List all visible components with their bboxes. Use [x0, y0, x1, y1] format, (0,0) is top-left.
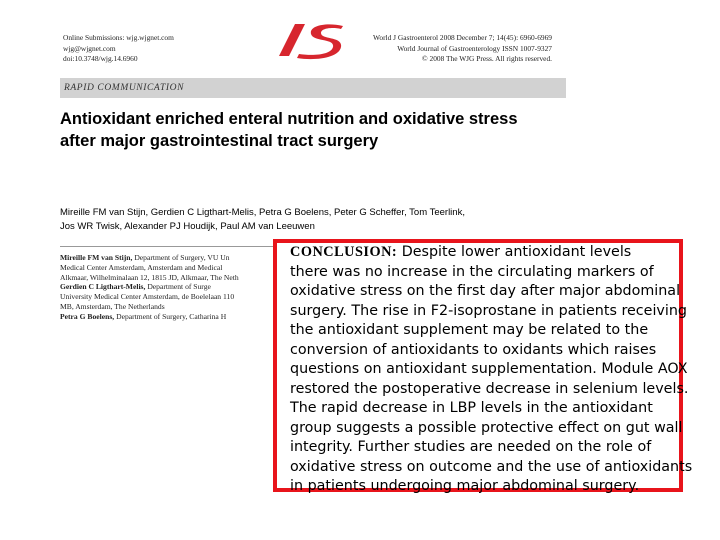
conclusion-line: restored the postoperative decrease in selenium levels.	[290, 380, 689, 397]
conclusion-line: oxidative stress on outcome and the use of antioxidants	[290, 458, 693, 475]
affiliation-line: University Medical Center Amsterdam, de Boelelaan 110	[60, 292, 235, 302]
author-line: Mireille FM van Stijn, Gerdien C Ligthart-Melis, Petra G Boelens, Peter G Scheffer, Tom Teerlink,	[60, 207, 465, 218]
affiliation-line: MB, Amsterdam, The Netherlands	[60, 301, 165, 311]
affiliation-line: Mireille FM van Stijn, Department of Surgery, VU Un	[60, 253, 230, 262]
conclusion-line: conversion of antioxidants to oxidants which raises	[290, 341, 657, 358]
affiliation-line: Medical Center Amsterdam, Amsterdam and Medical	[60, 262, 223, 272]
conclusion-line: there was no increase in the circulating markers of	[290, 263, 654, 280]
conclusion-label: CONCLUSION:	[290, 244, 398, 260]
conclusion-line: the antioxidant supplement may be related to the	[290, 322, 649, 338]
affiliation-line: Alkmaar, Wilhelminalaan 12, 1815 JD, Alkmaar, The Neth	[60, 272, 239, 282]
meta-line: © 2008 The WJG Press. All rights reserved.	[422, 54, 552, 63]
conclusion-line: in patients undergoing major abdominal surgery.	[290, 478, 640, 494]
affiliations	[60, 253, 282, 322]
conclusion-line: surgery. The rise in F2-isoprostane in patients receiving	[290, 302, 688, 319]
conclusion-line: CONCLUSION: Despite lower antioxidant levels	[290, 244, 632, 260]
title-line: Antioxidant enriched enteral nutrition and oxidative stress	[60, 110, 518, 128]
journal-logo-icon	[275, 20, 347, 60]
meta-line: World J Gastroenterol 2008 December 7; 14(45): 6960-6969	[373, 33, 552, 42]
meta-line: World Journal of Gastroenterology ISSN 1007-9327	[397, 43, 552, 53]
affiliation-line: Gerdien C Ligthart-Melis, Department of Surge	[60, 282, 211, 292]
author-list	[60, 206, 530, 234]
conclusion-line: questions on antioxidant supplementation. Module AOX	[290, 361, 688, 377]
conclusion-line: group suggests a possible protective effect on gut wall	[290, 419, 683, 436]
meta-line: doi:10.3748/wjg.14.6960	[63, 54, 138, 63]
conclusion-line: oxidative stress on the first day after major abdominal	[290, 283, 681, 299]
article-title	[60, 108, 580, 152]
affiliation-line: Petra G Boelens, Department of Surgery, Catharina H	[60, 311, 227, 321]
author-line: Jos WR Twisk, Alexander PJ Houdijk, Paul AM van Leeuwen	[60, 221, 315, 232]
meta-line: wjg@wjgnet.com	[63, 43, 116, 53]
title-line: after major gastrointestinal tract surgery	[60, 132, 379, 150]
conclusion-line: The rapid decrease in LBP levels in the antioxidant	[290, 400, 653, 416]
conclusion-line: integrity. Further studies are needed on the role of	[290, 439, 652, 455]
journal-meta-left	[63, 33, 293, 65]
conclusion-text	[290, 243, 693, 497]
journal-meta-right	[368, 33, 552, 65]
meta-line: Online Submissions: wjg.wjgnet.com	[63, 33, 174, 42]
section-label: RAPID COMMUNICATION	[64, 83, 185, 93]
